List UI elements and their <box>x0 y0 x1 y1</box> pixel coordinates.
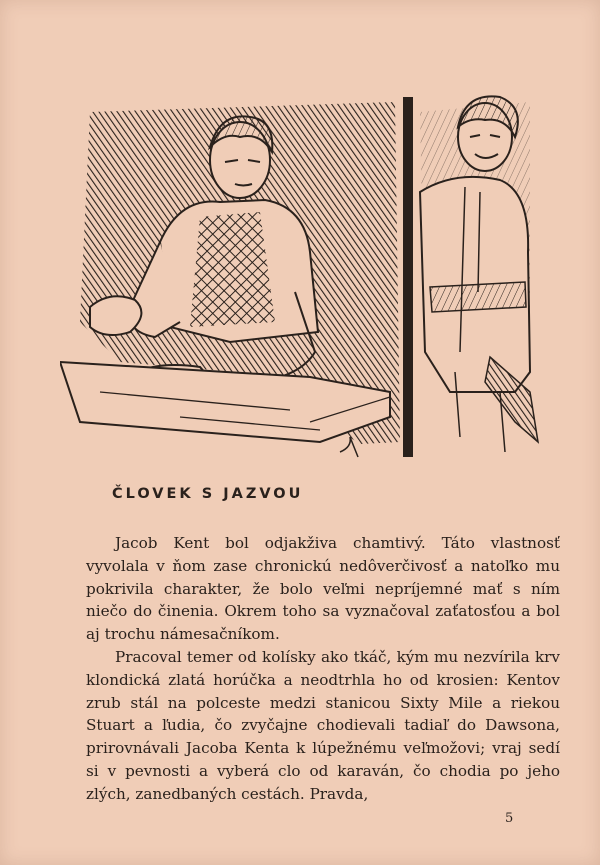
body-text <box>86 532 560 806</box>
door-frame <box>403 97 413 457</box>
page-number: 5 <box>505 811 514 826</box>
paragraph: Jacob Kent bol odjakživa chamtivý. Táto vlastnosť vyvolala v ňom zase chronickú nedôverčivosť a natoľko mu pokrivila charakter, že bolo veľmi nepríjemné mať s ním niečo do činenia. Okrem toho sa vyznačoval zaťatosťou a bol aj trochu námesačníkom. <box>86 534 560 644</box>
chapter-title: ČLOVEK S JAZVOU <box>112 486 304 502</box>
illustration <box>60 92 540 470</box>
paragraph: Pracoval temer od kolísky ako tkáč, kým mu nezvírila krv klondická zlatá horúčka a neodtrhla ho od krosien: Kentov zrub stál na polceste medzi stanicou Sixty Mile a riekou Stuart a ľudia, čo zvyčajne chodievali tadiaľ do Dawsona, prirovnávali Jacoba Kenta k lúpežnému veľmožovi; vraj sedí si v pevnosti a vyberá clo od karaván, čo chodia po jeho zlých, zanedbaných cestách. Pravda, <box>86 647 560 803</box>
